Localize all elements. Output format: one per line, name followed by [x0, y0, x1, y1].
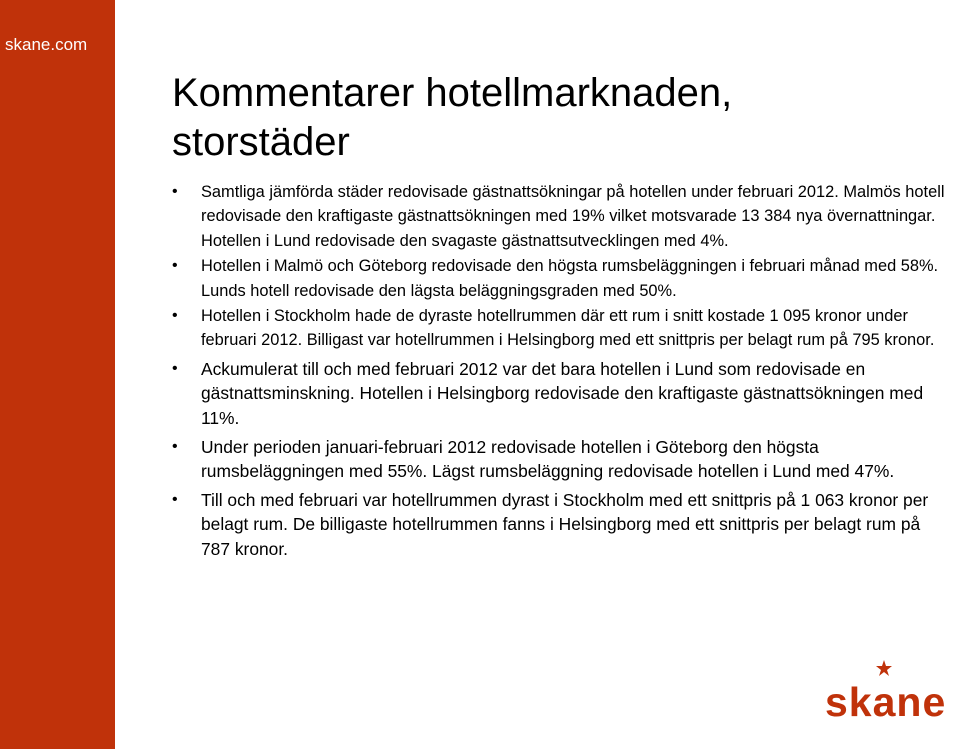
sidebar [0, 0, 115, 749]
bullet-list [172, 180, 947, 564]
list-item [172, 304, 947, 353]
bullet-icon: • [172, 183, 178, 200]
list-item-text: Ackumulerat till och med februari 2012 var det bara hotellen i Lund som redovisade en gästnattsminskning. Hotellen i Helsingborg redovisade den kraftigaste gästnattsökningen med 11%. [201, 358, 924, 429]
list-item-text: Till och med februari var hotellrummen dyrast i Stockholm med ett snittpris på 1 063 kronor per belagt rum. De billigaste hotellrummen fanns i Helsingborg med ett snittpris per belagt rum på 787 kronor. [201, 489, 929, 559]
list-item-text: Hotellen i Malmö och Göteborg redovisade den högsta rumsbeläggningen i februari månad med 58%. Lunds hotell redovisade den lägsta beläggningsgraden med 50%. [201, 257, 939, 300]
list-item [172, 254, 947, 303]
bullet-icon: • [172, 257, 178, 275]
list-item-text: Under perioden januari-februari 2012 redovisade hotellen i Göteborg den högsta rumsbeläggningen med 55%. Lägst rumsbeläggning redovisade hotellen i Lund med 47%. [201, 436, 895, 482]
list-item [172, 435, 947, 484]
page-title: Kommentarer hotellmarknaden, storstäder [172, 71, 733, 164]
bullet-icon: • [172, 307, 178, 325]
bullet-icon: • [172, 437, 178, 455]
list-item-text: Hotellen i Stockholm hade de dyraste hotellrummen där ett rum i snitt kostade 1 095 kronor under februari 2012. Billigast var hotellrummen i Helsingborg med ett snittpris per belagt rum på 795 kronor. [201, 307, 935, 350]
bullet-icon: • [172, 359, 178, 377]
list-item [172, 357, 947, 431]
bullet-icon: • [172, 490, 178, 508]
skane-logo: skane [825, 679, 947, 725]
sidebar-brand-text: skane.com [5, 35, 88, 54]
list-item-text: Samtliga jämförda städer redovisade gästnattsökningar på hotellen under februari 2012. Malmös hotell redovisade den kraftigaste gästnattsökningen med 19% vilket motsvarade 13 384 nya övernattningar. Hotellen i Lund redovisade den svagaste gästnattsutvecklingen med 4%. [201, 183, 945, 250]
list-item [172, 488, 947, 562]
list-item [172, 180, 947, 253]
star-icon [876, 660, 892, 676]
